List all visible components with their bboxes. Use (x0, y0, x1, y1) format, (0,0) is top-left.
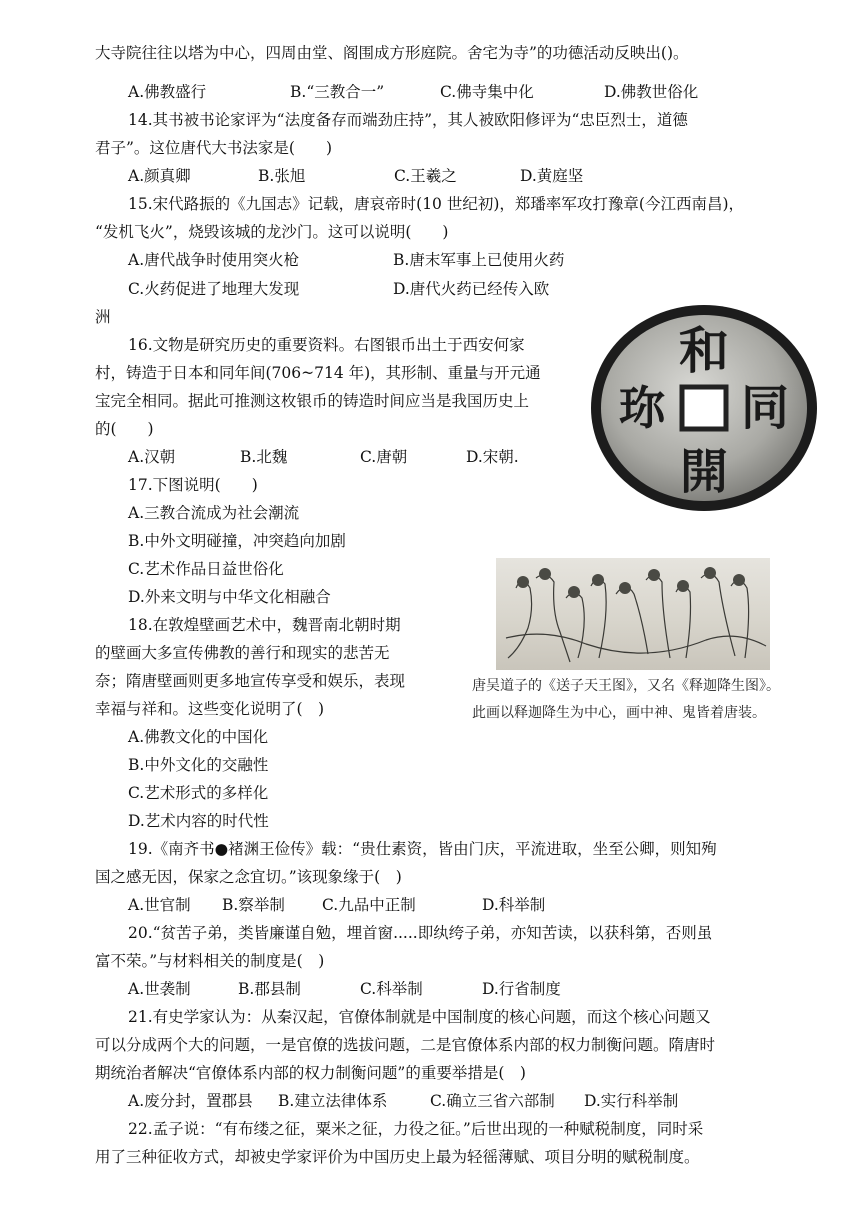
question-21: 21.有史学家认为：从秦汉起，官僚体制就是中国制度的核心问题，而这个核心问题又 (128, 1008, 711, 1026)
option: B.郡县制 (238, 980, 301, 998)
question-14: 14.其书被书论家评为“法度备存而端劲庄持”，其人被欧阳修评为“忠臣烈士，道德 (128, 111, 688, 129)
question-17: 17.下图说明( ) (128, 476, 258, 494)
text-line: 大寺院往往以塔为中心，四周由堂、阁围成方形庭院。舍宅为寺”的功德活动反映出()。 (95, 44, 689, 62)
option: D.科举制 (482, 896, 546, 914)
coin-square-hole (682, 387, 726, 429)
option: A.佛教盛行 (128, 83, 207, 101)
option: C.王羲之 (394, 167, 457, 185)
text-line: 的壁画大多宣传佛教的善行和现实的悲苦无 (95, 644, 390, 662)
text-line: 用了三种征收方式，却被史学家评价为中国历史上最为轻徭薄赋、项目分明的赋税制度。 (95, 1148, 700, 1166)
option: B.中外文化的交融性 (128, 756, 269, 774)
option: A.佛教文化的中国化 (128, 728, 269, 746)
option: B.张旭 (258, 167, 306, 185)
text-line: 期统治者解决“官僚体系内部的权力制衡问题”的重要举措是( ) (95, 1064, 526, 1082)
option: D.黄庭坚 (520, 167, 584, 185)
coin-char-top: 和 (679, 321, 729, 380)
option: D.艺术内容的时代性 (128, 812, 269, 830)
option: D.佛教世俗化 (604, 83, 699, 101)
option: C.唐朝 (360, 448, 408, 466)
question-18: 18.在敦煌壁画艺术中，魏晋南北朝时期 (128, 616, 401, 634)
option: C.艺术形式的多样化 (128, 784, 269, 802)
option: A.废分封，置郡县 (128, 1092, 253, 1110)
coin-char-left: 珎 (619, 381, 665, 435)
text-line: 可以分成两个大的问题，一是官僚的选拔问题，二是官僚体系内部的权力制衡问题。隋唐时 (95, 1036, 716, 1054)
option: C.火药促进了地理大发现 (128, 280, 300, 298)
option: A.汉朝 (128, 448, 176, 466)
text-line: 国之感无因，保家之念宜切。”该现象缘于( ) (95, 868, 402, 886)
option: A.唐代战争时使用突火枪 (128, 251, 300, 269)
option: D.唐代火药已经传入欧 (393, 280, 550, 298)
coin-image (590, 304, 818, 512)
text-line: 奈；隋唐壁画则更多地宣传享受和娱乐，表现 (95, 672, 406, 690)
question-15: 15.宋代路振的《九国志》记载，唐哀帝时(10 世纪初)，郑璠率军攻打豫章(今江西南昌)， (128, 195, 744, 213)
option: B.北魏 (240, 448, 288, 466)
option: A.三教合流成为社会潮流 (128, 504, 300, 522)
option: C.科举制 (360, 980, 423, 998)
option: B.察举制 (222, 896, 285, 914)
question-20: 20.“贫苦子弟，类皆廉谨自勉，埋首窗.....即纨绔子弟，亦知苦读，以获科第，否则虽 (128, 924, 713, 942)
text-line: 君子”。这位唐代大书法家是( ) (95, 139, 333, 157)
text-line: “发机飞火”，烧毁该城的龙沙门。这可以说明( ) (95, 223, 449, 241)
question-22: 22.孟子说：“有布缕之征，粟米之征，力役之征。”后世出现的一种赋税制度，同时采 (128, 1120, 704, 1138)
option: C.九品中正制 (322, 896, 416, 914)
painting-caption: 此画以释迦降生为中心，画中神、鬼皆着唐装。 (472, 705, 766, 721)
painting-caption: 唐吴道子的《送子天王图》，又名《释迦降生图》。 (472, 678, 780, 694)
coin-char-bottom: 開 (679, 444, 729, 500)
text-line: 幸福与祥和。这些变化说明了( ) (95, 700, 325, 718)
painting-figures (496, 558, 770, 670)
option: C.艺术作品日益世俗化 (128, 560, 284, 578)
option: D.宋朝. (466, 448, 519, 466)
option: C.确立三省六部制 (430, 1092, 555, 1110)
option: D.外来文明与中华文化相融合 (128, 588, 331, 606)
text-line: 村，铸造于日本和同年间(706~714 年)，其形制、重量与开元通 (95, 364, 541, 382)
painting-image (496, 558, 770, 670)
text-line: 富不荣。”与材料相关的制度是( ) (95, 952, 325, 970)
option: B.建立法律体系 (278, 1092, 388, 1110)
option: D.实行科举制 (584, 1092, 679, 1110)
text-line: 的( ) (95, 420, 154, 438)
option: B.中外文明碰撞，冲突趋向加剧 (128, 532, 346, 550)
option: B.唐末军事上已使用火药 (393, 251, 565, 269)
text-line: 洲 (95, 308, 111, 326)
coin-char-right: 同 (740, 380, 790, 436)
option: A.世袭制 (128, 980, 191, 998)
option: B.“三教合一” (290, 83, 385, 101)
question-16: 16.文物是研究历史的重要资料。右图银币出土于西安何家 (128, 336, 525, 354)
option: A.颜真卿 (128, 167, 191, 185)
question-19: 19.《南齐书●褚渊王俭传》载：“贵仕素资，皆由门庆，平流进取，坐至公卿，则知殉 (128, 840, 717, 858)
text-line: 宝完全相同。据此可推测这枚银币的铸造时间应当是我国历史上 (95, 392, 530, 410)
option: C.佛寺集中化 (440, 83, 534, 101)
option: A.世官制 (128, 896, 191, 914)
option: D.行省制度 (482, 980, 561, 998)
